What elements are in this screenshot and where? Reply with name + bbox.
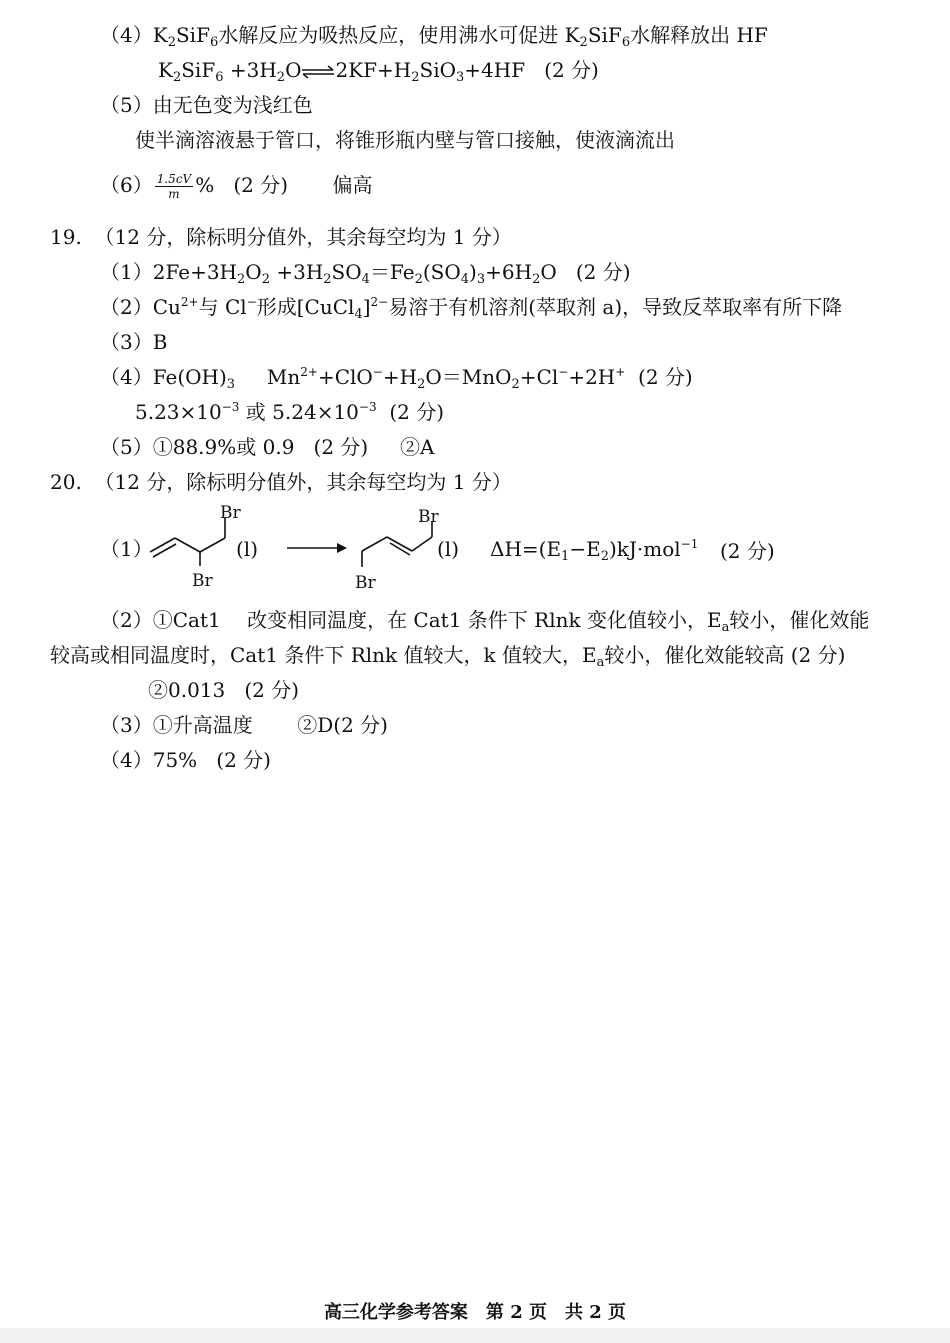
q19-part4-line1: $(4)Fe(OH)_3$ $Mn^{2+}+ClO^-+H_2O=MnO_2+Cl^-+2H^+$ (2 分): [100, 365, 693, 392]
q20-part3: （3）①升高温度 ②D(2 分): [100, 713, 388, 737]
equilibrium-arrow-icon: [301, 65, 335, 79]
q18-part6: （6） $\frac{1.5cV}{m}$ % (2 分) 偏高: [100, 172, 373, 201]
reactant-br-top: Br: [220, 503, 241, 523]
q18-part5-line2: 使半滴溶液悬于管口，将锥形瓶内壁与管口接触，使液滴流出: [135, 128, 675, 152]
q19-part5: （5）①88.9%或 0.9 (2 分) ②A: [100, 435, 435, 459]
q18-part4-equation: $K_2SiF_6 +3H_2O$ $2KF+H_2SiO_3+4HF$ (2 分): [158, 58, 599, 85]
product-br-bottom: Br: [355, 573, 376, 593]
q19-part3: （3）B: [100, 330, 168, 354]
q18-part4-line1: $(4)K_2SiF_6$水解反应为吸热反应，使用沸水可促进 $K_2SiF_6$水解释放出 HF: [100, 23, 768, 50]
q20-part2-line3: ②0.013 (2 分): [148, 678, 300, 702]
q20-part1-label: （1）: [100, 537, 153, 561]
q19-part1: $(1)2Fe+3H_2O_2 +3H_2SO_4=Fe_2(SO_4)_3+6H_2O$ (2 分): [100, 260, 631, 287]
q20-part1-score: (2 分): [720, 539, 775, 563]
q18-part5-line1: （5）由无色变为浅红色: [100, 93, 313, 117]
q20-header: 20. （12 分，除标明分值外，其余每空均为 1 分）: [50, 470, 512, 494]
q19-part2: $(2)Cu^{2+}$与 Cl−形成[CuCl$_4$]$^{2-}$易溶于有机溶剂(萃取剂 a)，导致反萃取率有所下降: [100, 295, 843, 322]
q20-part2-line1: （2）①Cat1 改变相同温度，在 Cat1 条件下 Rlnk 变化值较小，$E_a$较小，催化效能: [100, 608, 870, 635]
q20-part2-line2: 较高或相同温度时，Cat1 条件下 Rlnk 值较大，k 值较大，$E_a$较小，催化效能较高 (2 分): [50, 643, 846, 670]
fraction: $\frac{1.5cV}{m}$: [156, 172, 192, 201]
q19-part4-line2: $5.23\times 10^{-3}$ 或 $5.24\times 10^{-3}$ (2 分): [135, 400, 445, 424]
reactant-br-bottom: Br: [192, 571, 213, 591]
product-state: (l): [437, 537, 460, 561]
q20-part1-enthalpy: $\Delta H=(E_1-E_2)kJ\cdot mol^{-1}$: [490, 537, 699, 564]
bottom-scan-strip: [0, 1328, 950, 1343]
q19-header: 19. （12 分，除标明分值外，其余每空均为 1 分）: [50, 225, 512, 249]
reactant-state: (l): [236, 537, 259, 561]
page-footer: 高三化学参考答案 第 2 页 共 2 页: [323, 1302, 627, 1323]
reaction-arrow-icon: [285, 538, 349, 558]
product-br-top: Br: [418, 507, 439, 527]
q20-part4: （4）75% (2 分): [100, 748, 271, 772]
